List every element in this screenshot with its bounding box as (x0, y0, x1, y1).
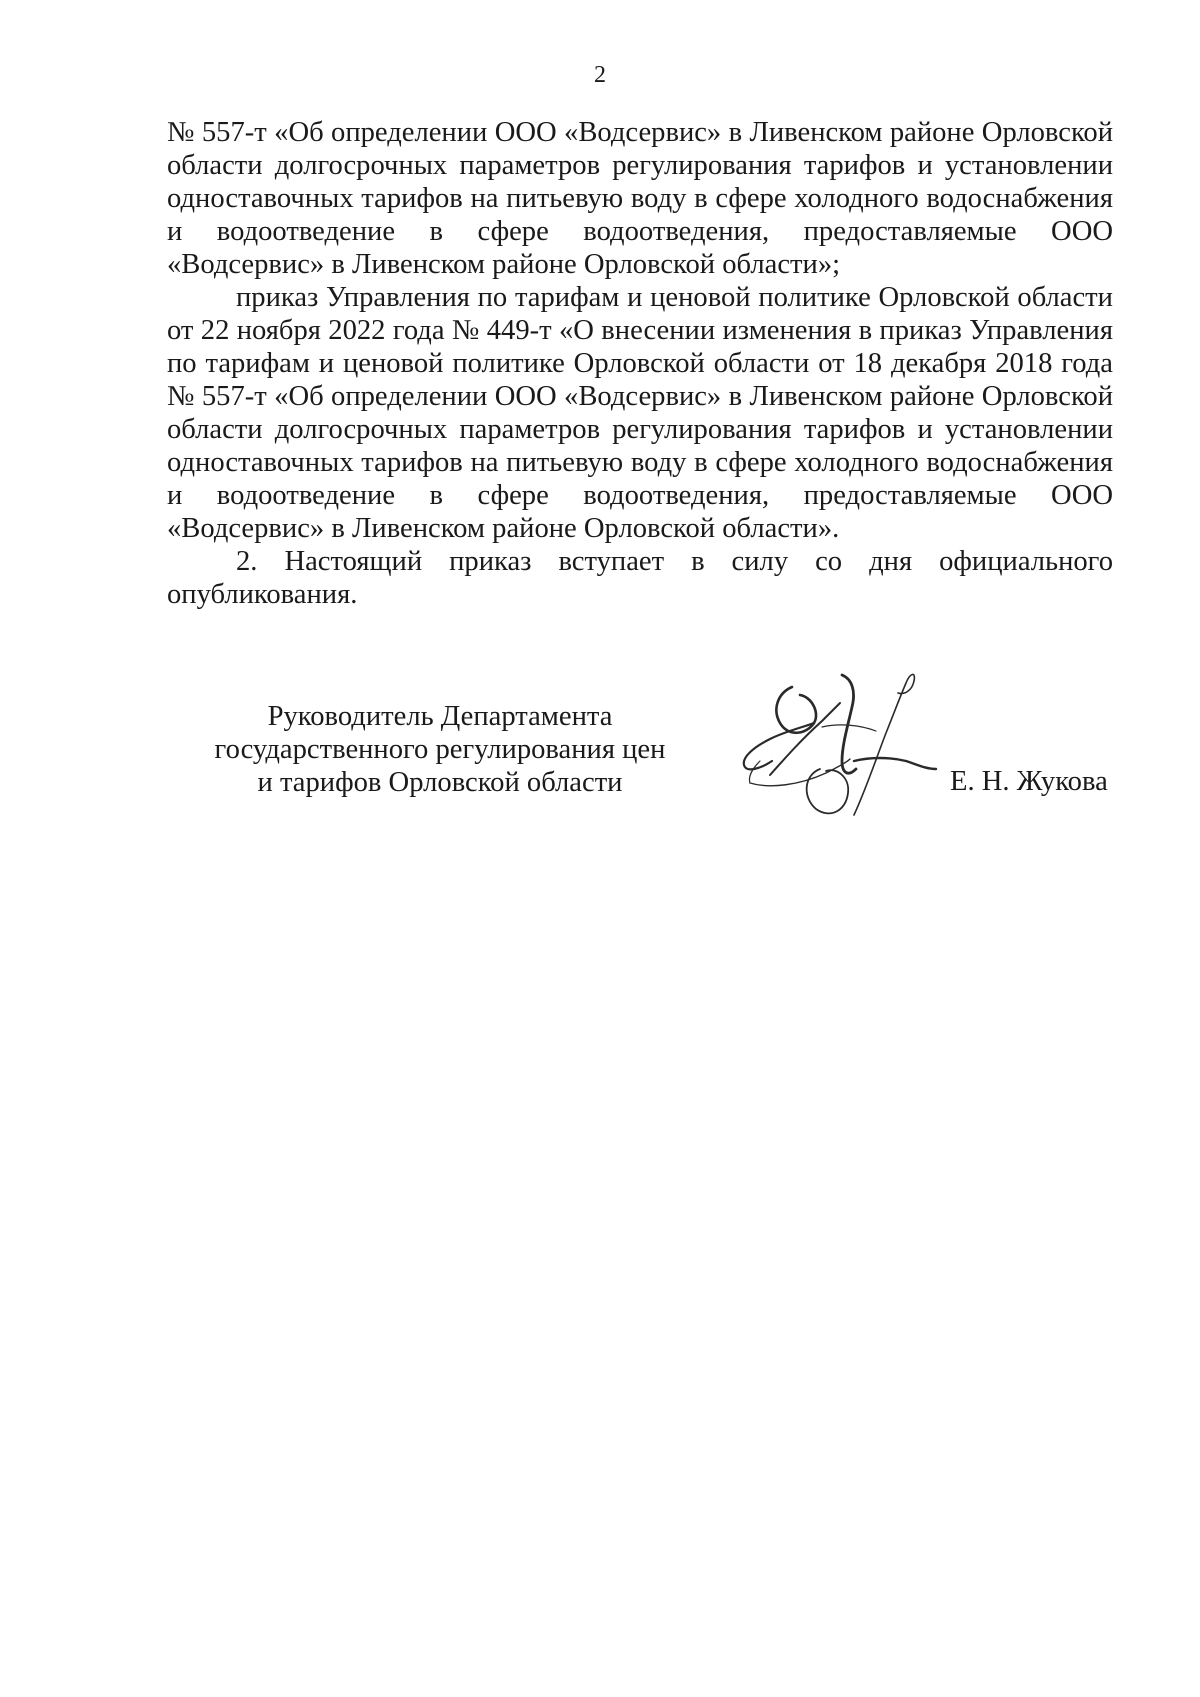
signatory-name: Е. Н. Жукова (950, 766, 1108, 797)
signatory-title-line: государственного регулирования цен (214, 734, 666, 765)
paragraph-order-reference-continuation: № 557-т «Об определении ООО «Водсервис» в Ливенском районе Орловской области долгосрочных параметров регулирования тарифов и установлении одноставочных тарифов на питьевую воду в сфере холодного водоснабжения и водоотведение в сфере водоотведения, предоставляемые ООО «Водсервис» в Ливенском районе Орловской области»; (167, 117, 1113, 280)
handwritten-signature (730, 665, 990, 840)
signatory-title-line: Руководитель Департамента (267, 701, 613, 732)
page-number: 2 (594, 62, 606, 88)
document-body (167, 116, 1113, 611)
paragraph-amendment-order: приказ Управления по тарифам и ценовой политике Орловской области от 22 ноября 2022 года № 449-т «О внесении изменения в приказ Управления по тарифам и ценовой политике Орловской области от 18 декабря 2018 года № 557-т «Об определении ООО «Водсервис» в Ливенском районе Орловской области долгосрочных параметров регулирования тарифов и установлении одноставочных тарифов на питьевую воду в сфере холодного водоснабжения и водоотведение в сфере водоотведения, предоставляемые ООО «Водсервис» в Ливенском районе Орловской области». (167, 282, 1113, 544)
paragraph-effective-date: 2. Настоящий приказ вступает в силу со дня официального опубликования. (167, 546, 1113, 610)
signatory-title (160, 700, 720, 799)
signatory-title-line: и тарифов Орловской области (257, 767, 623, 798)
